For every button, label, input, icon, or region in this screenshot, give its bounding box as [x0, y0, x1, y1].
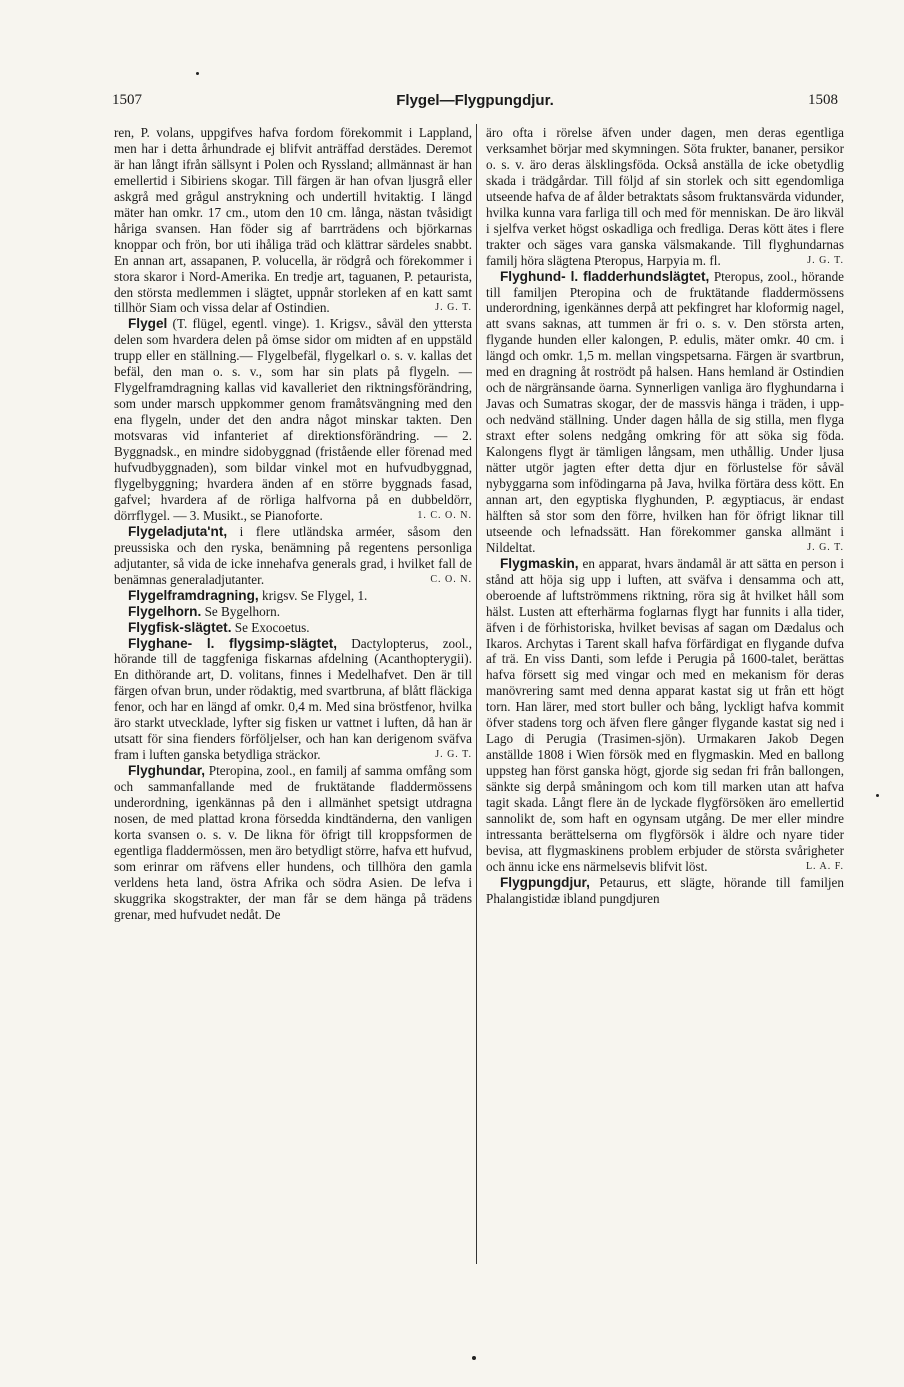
- left-column: [114, 125, 472, 923]
- dictionary-entry: [486, 875, 844, 907]
- author-signature: 1. C. O. N.: [417, 509, 472, 521]
- entry-text: ren, P. volans, uppgifves hafva fordom förekommit i Lappland, men har i detta århundrade ej blifvit anträffad derstädes. Deremot är han långt ifrån sällsynt i Polen och Ryssland; allmännast är han emellertid i Sibiriens skogar. Till färgen är han ofvan ljusgrå eller askgrå med grågul anstrykning och undertill hvitaktig. I längd mäter han omkr. 17 cm., utom den 10 cm. långa, nästan tvåsidigt håriga svansen. Han föder sig af barrträdens och björkarnas knoppar och frön, bor uti ihåliga träd och klättrar särdeles snabbt. En annan art, assapanen, P. volucella, är rödgrå och förekommer i stora skaror i Nord-Amerika. En tredje art, taguanen, P. petaurista, den största medlemmen i slägtet, uppnår storleken af en katt samt tillhör Siam och vissa delar af Ostindien.: [114, 125, 472, 316]
- page-header: [112, 92, 838, 114]
- entry-text: krigsv. Se Flygel, 1.: [261, 587, 368, 603]
- entry-headword: Flyghane- l. flygsimp-slägtet,: [128, 635, 338, 651]
- entry-text: Se Exocoetus.: [234, 619, 310, 635]
- author-signature: J. G. T.: [807, 541, 844, 553]
- dictionary-entry: [114, 763, 472, 923]
- entry-text: Pteropus, zool., hörande till familjen Pteropina och de fruktätande fladdermössens underordning, igenkännes derpå att pekfingret har kloformig nagel, att svans saknas, att tummen är fri o. s. v. Den största arten, flygande hunden eller kalongen, P. edulis, mäter omkr. 40 cm. i längd och omkr. 1,5 m. mellan vingspetsarna. Färgen är svartbrun, med en dragning åt roströdt på halsen. Hans hemland är Ostindien och de närgränsande öarna. Synnerligen vanliga äro flyghundarna i Javas och Sumatras skogar, der de massvis hänga i träden, i upp- och nedvänd ställning. Under dagen hålla de sig stilla, men flyga straxt efter solens nedgång omkring för att söka sig föda. Kalongens flygt är tämligen långsam, men uthållig. Under ljusa nätter utgör jagten efter detta djur en förlustelse för såväl nybyggarna som infödingarna på Java, hvilka förtära dess kött. En annan art, den egyptiska flyghunden, P. ægyptiacus, är endast hälften så stor som den förre, hvilken han för öfrigt liknar till utseende och lefnadssätt. Han förekommer ganska allmänt i Nildeltat.: [486, 268, 845, 555]
- dictionary-entry: [114, 125, 472, 316]
- entry-text: Petaurus, ett slägte, hörande till familjen Phalangistidæ ibland pungdjuren: [486, 874, 845, 906]
- print-speck: [196, 72, 199, 75]
- entry-headword: Flyghund- l. fladderhundslägtet,: [500, 268, 710, 284]
- entry-headword: Flygmaskin,: [500, 555, 579, 571]
- entry-text: i flere utländska arméer, såsom den preussiska och den ryska, benämning på regentens personliga adjutanter, så vida de icke innehafva generals grad, i hvilket fall de benämnas generaladjutanter.: [114, 523, 472, 587]
- right-column: [486, 125, 844, 907]
- column-divider: [476, 124, 477, 1264]
- page-number-left: 1507: [112, 92, 142, 108]
- running-title: Flygel—Flygpungdjur.: [396, 92, 554, 109]
- entry-headword: Flygfisk-slägtet.: [128, 619, 232, 635]
- entry-text: Dactylopterus, zool., hörande till de taggfeniga fiskarnas afdelning (Acanthopterygii). En dithörande art, D. volitans, finnes i Medelhafvet. Den är till färgen ofvan brun, under rödaktig, med svartbruna, af blått fläckiga fenor, och har en längd af omkr. 0,4 m. Med sina bröstfenor, hvilka äro starkt utvecklade, lyfter sig fisken ur vattnet i luften, då han är utsatt för sina fienders förföljelser, och han kan derigenom sväfva fram i luften ganska betydliga sträckor.: [114, 635, 472, 763]
- print-speck: [876, 794, 879, 797]
- page-number-right: 1508: [808, 92, 838, 108]
- dictionary-entry: [114, 604, 472, 620]
- dictionary-entry: [114, 524, 472, 588]
- author-signature: C. O. N.: [430, 573, 472, 585]
- entry-headword: Flygelhorn.: [128, 603, 202, 619]
- print-speck: [472, 1356, 476, 1360]
- entry-text: Pteropina, zool., en familj af samma omfång som och sammanfallande med de fruktätande fladdermössens underordning, igenkännas på den i allmänhet spetsigt utdragna nosen, de med plattad krona försedda kindtänderna, den vanligen korta svansen o. s. v. De likna för öfrigt till kroppsformen de egentliga fladdermössen, men äro betydligt större, hafva ett hufvud, som erinrar om räfvens eller hundens, och tillhöra den gamla verldens heta land, östra Afrika och södra Asien. De lefva i skuggrika skogstrakter, der man får se dem hänga på trädens grenar, med hufvudet nedåt. De: [114, 763, 472, 922]
- entry-headword: Flygel: [128, 316, 168, 332]
- dictionary-entry: [486, 556, 844, 875]
- entry-text: Se Bygelhorn.: [204, 603, 281, 619]
- dictionary-entry: [486, 269, 844, 556]
- dictionary-entry: [114, 316, 472, 523]
- author-signature: J. G. T.: [435, 302, 472, 314]
- entry-headword: Flygelframdragning,: [128, 587, 259, 603]
- dictionary-entry: [486, 125, 844, 269]
- entry-text: äro ofta i rörelse äfven under dagen, men deras egentliga verksamhet börjar med skymningen. Söta frukter, bananer, persikor o. s. v. äro deras älsklingsföda. Också anställa de icke obetydlig skada i trädgårdar. Till följd af sin storlek och sitt egendomliga utseende hafva de af ålder betraktats såsom fruktansvärda vidunder, hvilka kunna vara farliga till och med för menniskan. De äro likväl i sjelfva verket högst oskadliga och fredliga. Deras kött ätes i flere trakter och säges vara ganska välsmakande. Till flyghundarnas familj höra slägtena Pteropus, Harpyia m. fl.: [486, 125, 844, 268]
- author-signature: J. G. T.: [435, 749, 472, 761]
- dictionary-entry: [114, 588, 472, 604]
- author-signature: J. G. T.: [807, 254, 844, 266]
- entry-headword: Flygpungdjur,: [500, 874, 590, 890]
- entry-headword: Flyghundar,: [128, 763, 206, 779]
- author-signature: L. A. F.: [805, 860, 844, 872]
- dictionary-entry: [114, 636, 472, 764]
- entry-text: en apparat, hvars ändamål är att sätta en person i stånd att höja sig upp i luften, att sväfva i densamma och att, oberoende af luftströmmens riktning, röra sig åt hvilket håll som hälst. Lusten att efterhärma foglarnas flygt har funnits i alla tider, äfven i de förhistoriska, hvilket bevisas af sagan om Dædalus och Ikaros. Archytas i Tarent skall hafva förfärdigat en flygande dufva af trä. En viss Danti, som lefde i Perugia på 1600-talet, berättas hafva försett sig med vingar och med en mekanism för deras manövrering samt med denna apparat kastat sig ut från ett högt torn. Han lärer, med stort buller och bång, lyckligt hafva kommit öfver stadens torg och äfven flere gånger flygande kastat sig ned i Lago di Perugia (Trasimen-sjön). Urmakaren Jakob Degen anställde 1808 i Wien försök med en flygmaskin. Med en ballong uppsteg han först ganska högt, gjorde sig sedan fri från ballongen, sänkte sig derpå småningom och kom till marken utan att hafva tagit skada. Långt flere än de lyckade flygförsöken äro emellertid sannolikt de, som haft en ogynsam utgång. De mer eller mindre intressanta berättelserna om flygförsök i äldre och nyare tider bevisa, att flygmaskinens problem erbjuder de största svårigheter och ännu icke ens närmelsevis blifvit löst.: [486, 555, 844, 874]
- entry-headword: Flygeladjuta'nt,: [128, 523, 228, 539]
- entry-text: (T. flügel, egentl. vinge). 1. Krigsv., såväl den yttersta delen som hvardera delen på ömse sidor om midten af en uppstäld trupp eller en ställning.— Flygelbefäl, flygelkarl o. s. v. kallas det befäl, den man o. s. v., som har sin plats på flygeln. — Flygelframdragning kallas vid kavalleriet den riktningsförändring, som under marsch uppkommer genom framåtsvängning med den ena flygeln, under det den andra något minskar takten. Den motsvaras vid infanteriet af direktionsförändring. — 2. Byggnadsk., en mindre sidobyggnad (fristående eller förenad med hufvudbyggnaden), som bildar vinkel mot en hufvudbyggnad, flygelbyggning; hvardera änden af en större byggnads fasad, gafvel; hvardera af de rörliga halfvorna på en dubbeldörr, dörrflygel. — 3. Musikt., se Pianoforte.: [114, 316, 472, 523]
- dictionary-entry: [114, 620, 472, 636]
